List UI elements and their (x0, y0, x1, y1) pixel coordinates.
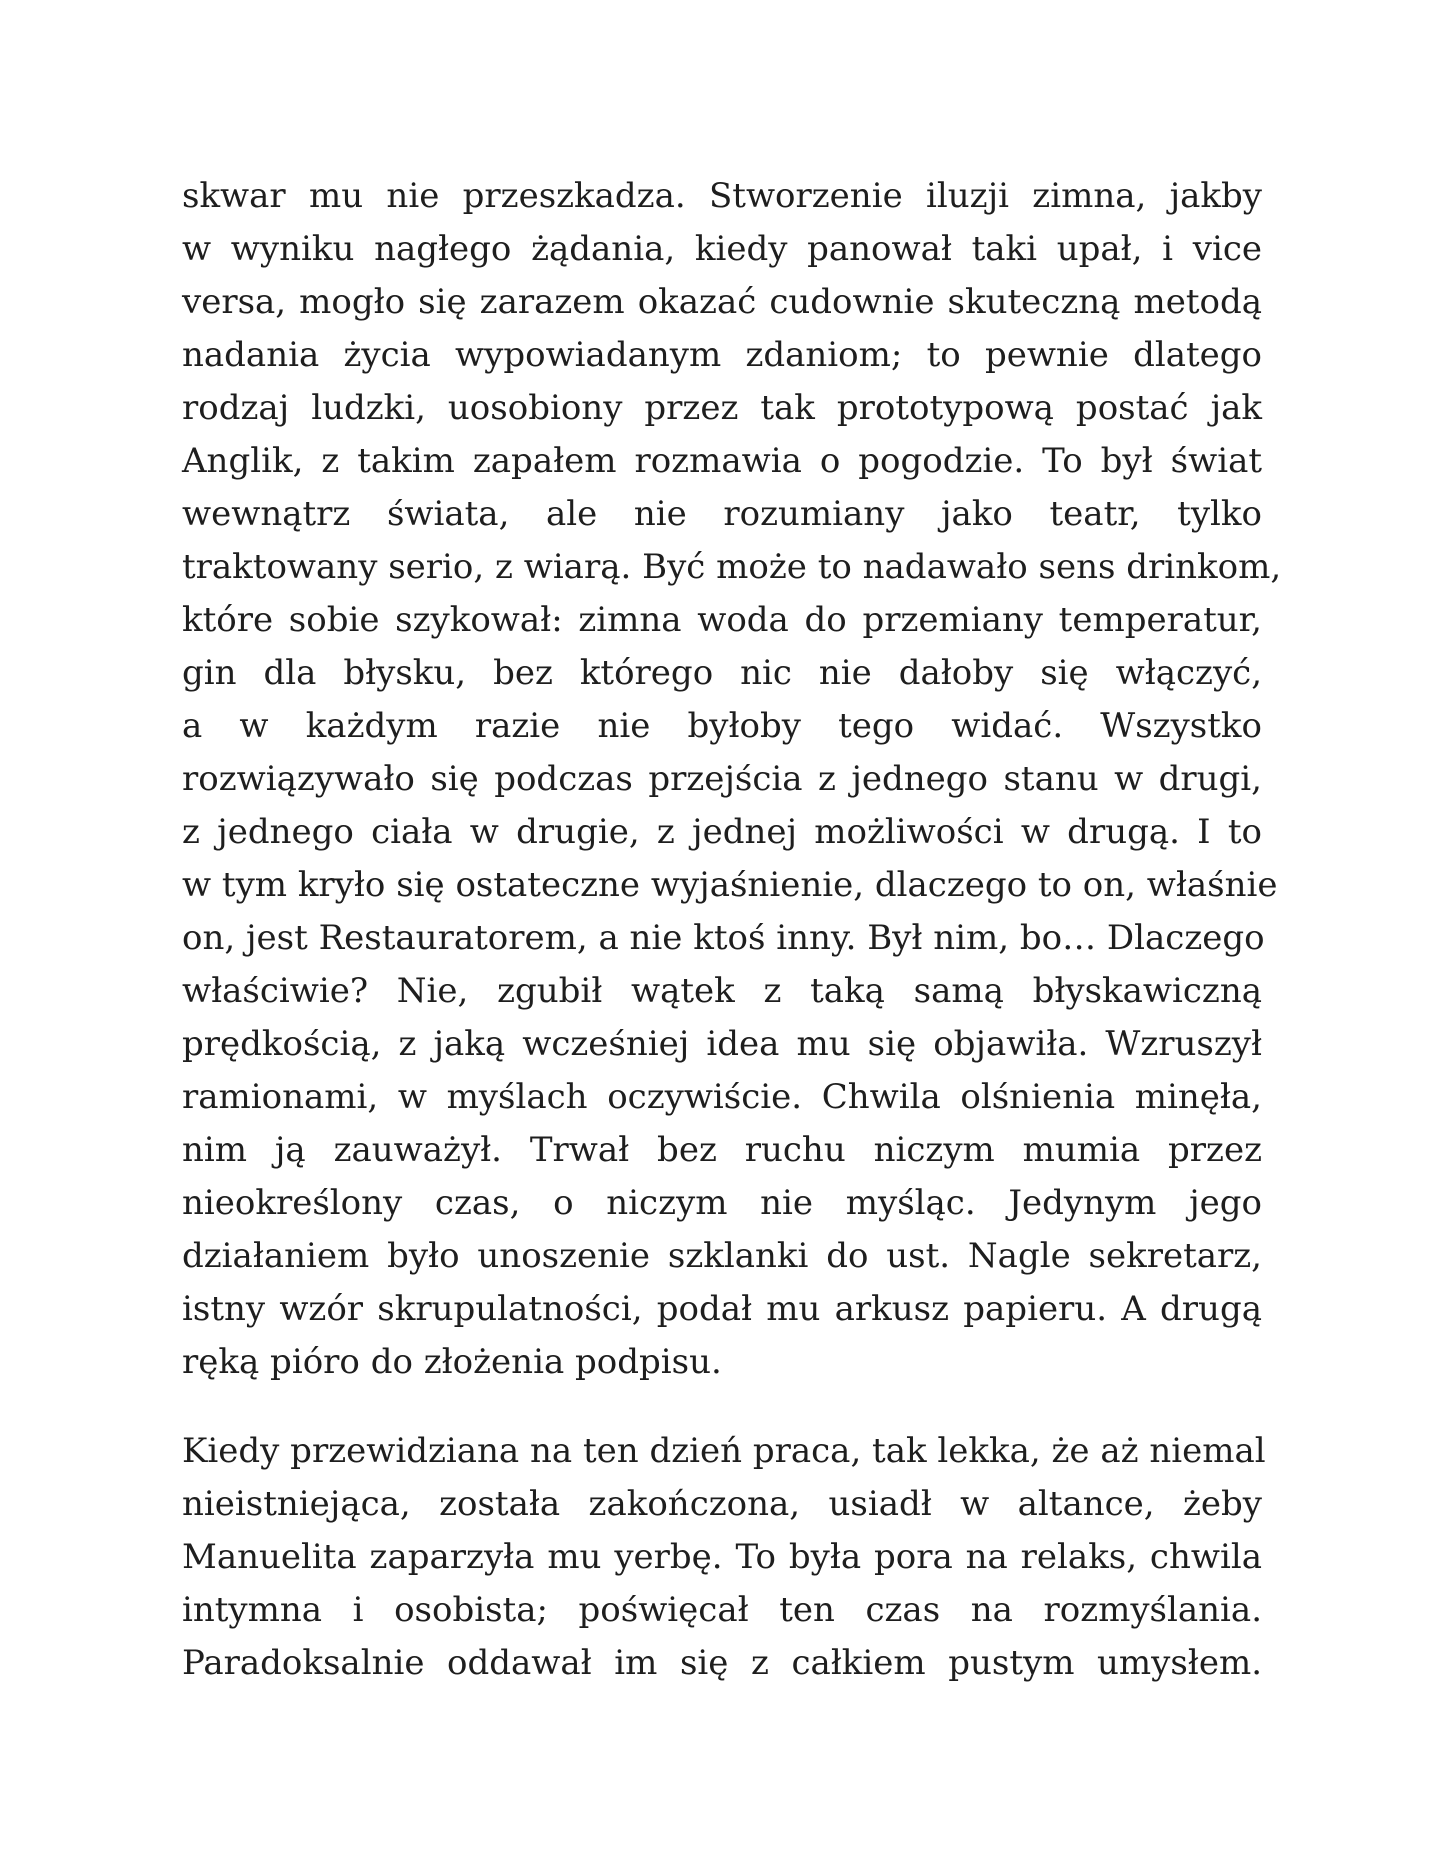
text-line: nadania życia wypowiadanym zdaniom; to pewnie dlatego (182, 335, 1262, 375)
text-line: właściwie? Nie, zgubił wątek z taką samą błyskawiczną (182, 971, 1262, 1011)
text-line: Anglik, z takim zapałem rozmawia o pogodzie. To był świat (182, 441, 1262, 481)
body-text (182, 170, 1282, 1726)
text-line: traktowany serio, z wiarą. Być może to nadawało sens drinkom, (182, 547, 1282, 587)
text-line: w tym kryło się ostateczne wyjaśnienie, dlaczego to on, właśnie (182, 865, 1278, 905)
text-line: z jednego ciała w drugie, z jednej możliwości w drugą. I to (182, 812, 1262, 852)
text-line: ramionami, w myślach oczywiście. Chwila olśnienia minęła, (182, 1077, 1262, 1117)
text-line: nim ją zauważył. Trwał bez ruchu niczym mumia przez (182, 1130, 1262, 1170)
text-line: on, jest Restauratorem, a nie ktoś inny. Był nim, bo… Dlaczego (182, 918, 1265, 958)
text-line: wewnątrz świata, ale nie rozumiany jako teatr, tylko (182, 494, 1262, 534)
text-line: gin dla błysku, bez którego nic nie dałoby się włączyć, (182, 653, 1262, 693)
text-line: Paradoksalnie oddawał im się z całkiem pustym umysłem. (182, 1643, 1262, 1683)
text-line: skwar mu nie przeszkadza. Stworzenie iluzji zimna, jakby (182, 176, 1262, 216)
text-line: nieokreślony czas, o niczym nie myśląc. Jedynym jego (182, 1183, 1262, 1223)
paragraph-1 (182, 170, 1282, 1389)
text-line: a w każdym razie nie byłoby tego widać. Wszystko (182, 706, 1262, 746)
paragraph-2 (182, 1425, 1266, 1690)
text-line: nieistniejąca, została zakończona, usiadł w altance, żeby (182, 1484, 1262, 1524)
text-line: intymna i osobista; poświęcał ten czas na rozmyślania. (182, 1590, 1262, 1630)
text-line: w wyniku nagłego żądania, kiedy panował taki upał, i vice (182, 229, 1262, 269)
text-line: versa, mogło się zarazem okazać cudownie skuteczną metodą (182, 282, 1262, 322)
text-line: rodzaj ludzki, uosobiony przez tak prototypową postać jak (182, 388, 1262, 428)
text-line: Kiedy przewidziana na ten dzień praca, tak lekka, że aż niemal (182, 1431, 1266, 1471)
text-line: Manuelita zaparzyła mu yerbę. To była pora na relaks, chwila (182, 1537, 1262, 1577)
text-line: które sobie szykował: zimna woda do przemiany temperatur, (182, 600, 1262, 640)
text-line: działaniem było unoszenie szklanki do ust. Nagle sekretarz, (182, 1236, 1262, 1276)
text-line: istny wzór skrupulatności, podał mu arkusz papieru. A drugą (182, 1289, 1262, 1329)
text-line: rozwiązywało się podczas przejścia z jednego stanu w drugi, (182, 759, 1262, 799)
text-line: ręką pióro do złożenia podpisu. (182, 1342, 722, 1382)
text-line: prędkością, z jaką wcześniej idea mu się objawiła. Wzruszył (182, 1024, 1262, 1064)
